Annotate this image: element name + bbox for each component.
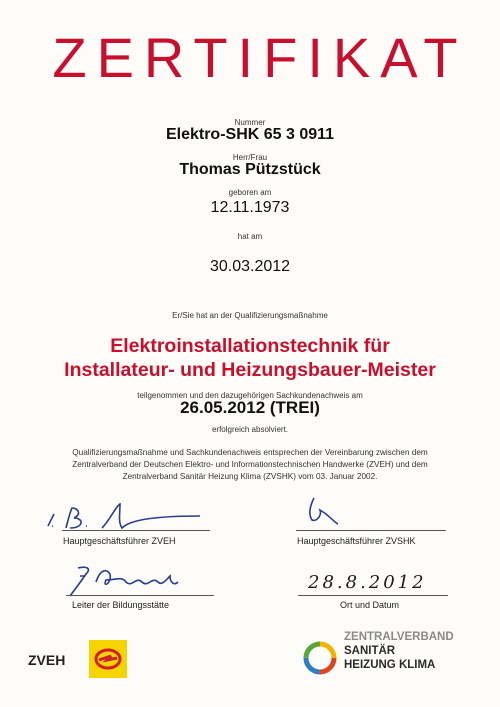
certificate-number: Elektro-SHK 65 3 0911 <box>165 126 335 143</box>
exam-date: 26.05.2012 (TREI) <box>180 398 320 417</box>
course-title-line2: Installateur- und Heizungsbauer-Meister <box>64 359 436 381</box>
participation-date: 30.03.2012 <box>209 258 291 275</box>
zvshk-line-3: HEIZUNG KLIMA <box>344 659 436 671</box>
birth-date: 12.11.1973 <box>210 199 290 216</box>
legal-line-3: Zentralverband Sanitär Heizung Klima (ZVSHK) vom 03. Januar 2002. <box>122 472 378 481</box>
zveh-logo-text: ZVEH <box>28 652 66 668</box>
qualification-intro: Er/Sie hat an der Qualifizierungsmaßnahme <box>172 311 328 320</box>
signature-zvshk <box>300 492 350 532</box>
signature-leiter <box>66 562 196 602</box>
signature-line-place-date <box>298 595 448 596</box>
signature-zveh <box>40 500 210 540</box>
zvshk-line-2: SANITÄR <box>344 645 396 657</box>
signature-line-leiter <box>66 595 214 596</box>
number-label: Nummer <box>234 118 266 127</box>
holder-name: Thomas Pützstück <box>179 161 321 178</box>
sig-label-zveh: Hauptgeschäftsführer ZVEH <box>63 536 176 546</box>
birth-label: geboren am <box>228 188 272 197</box>
zvshk-logo-text <box>344 630 454 672</box>
signature-line-zveh <box>62 530 210 531</box>
signature-line-zvshk <box>296 530 446 531</box>
legal-line-2: Zentralverband der Deutschen Elektro- und Informationstechnischen Handwerke (ZVEH) und dem <box>72 460 428 469</box>
participated-text: teilgenommen und den dazugehörigen Sachkundenachweis am <box>137 391 363 400</box>
legal-line-1: Qualifizierungsmaßnahme und Sachkundenachweis entsprechen der Vereinbarung zwischen dem <box>72 448 428 457</box>
course-title-line1: Elektroinstallationstechnik für <box>110 335 390 357</box>
name-label: Herr/Frau <box>232 153 268 162</box>
sig-label-zvshk: Hauptgeschäftsführer ZVSHK <box>297 536 416 546</box>
sig-label-leiter: Leiter der Bildungsstätte <box>72 600 170 610</box>
zveh-logo-icon <box>89 640 127 678</box>
zvshk-line-1: ZENTRALVERBAND <box>344 631 454 643</box>
date-label: hat am <box>237 232 263 241</box>
certificate-title: ZERTIFIKAT <box>52 26 468 89</box>
completed-text: erfolgreich absolviert. <box>211 425 289 434</box>
place-date-label: Ort und Datum <box>340 600 400 610</box>
zvshk-logo-icon <box>302 640 338 676</box>
place-date-handwritten: 28.8.2012 <box>308 572 427 593</box>
